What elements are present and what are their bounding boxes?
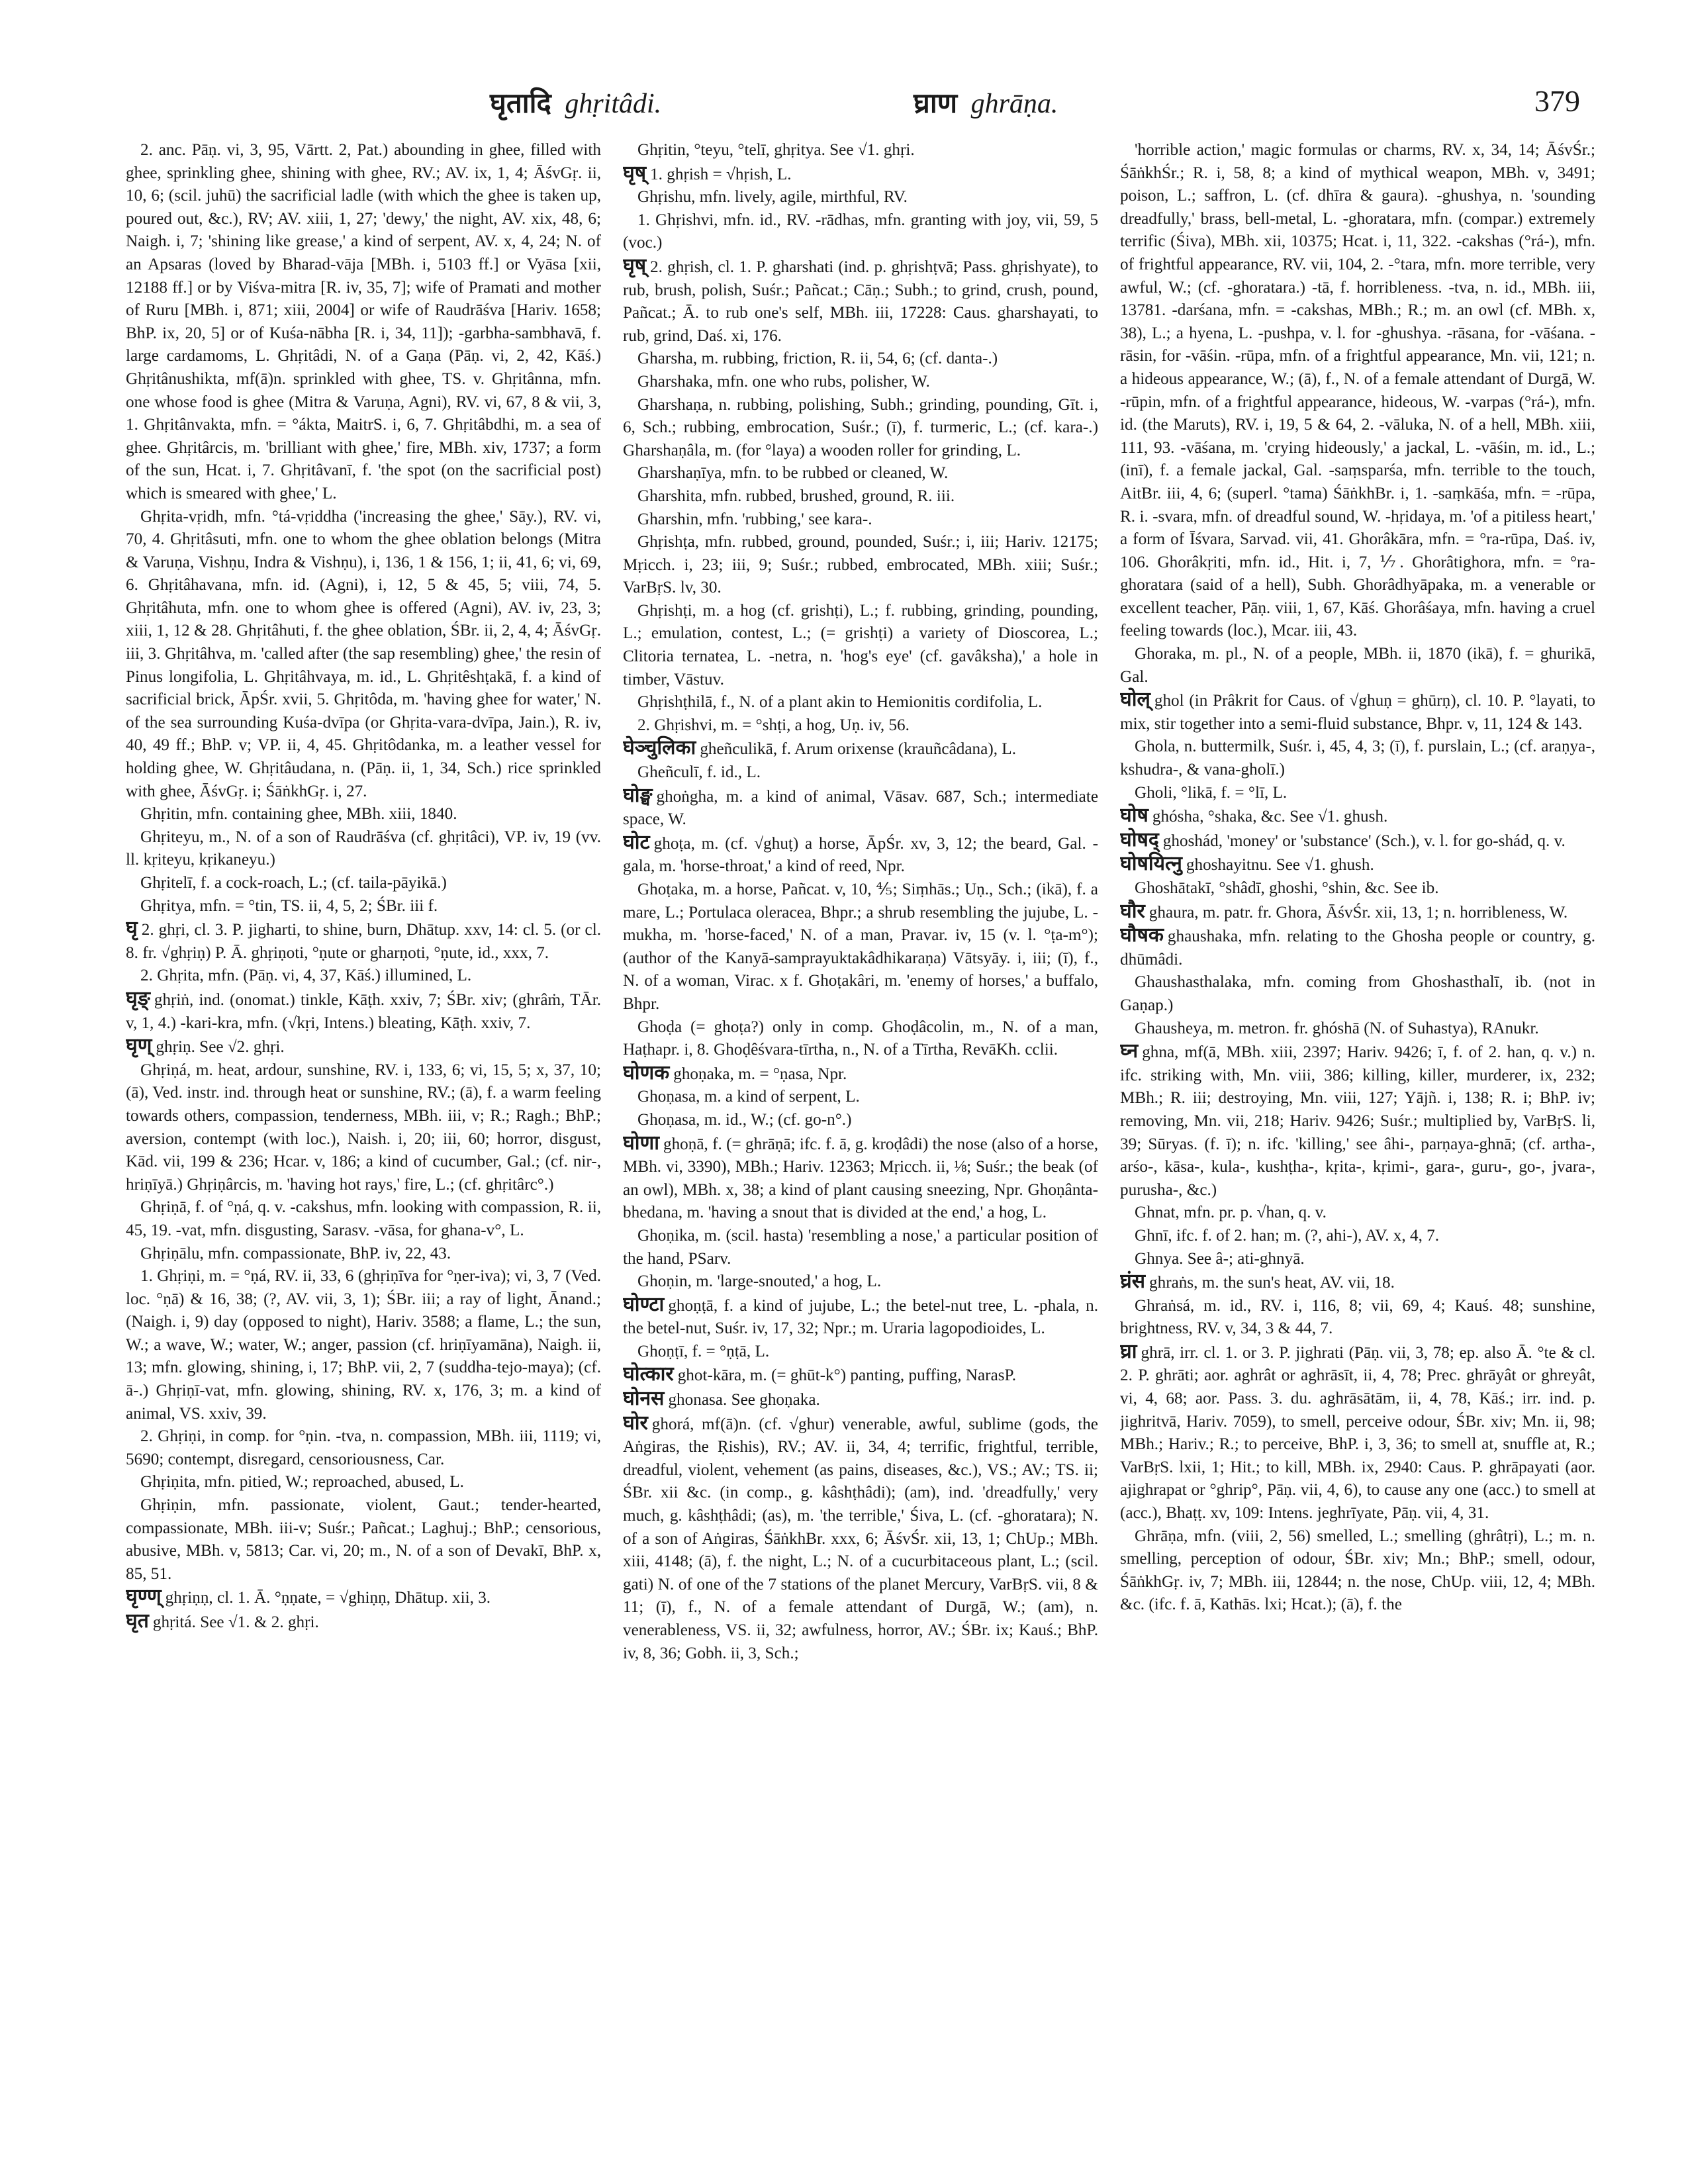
dictionary-entry — [1120, 877, 1595, 900]
entry-text: Gharshin, mfn. 'rubbing,' see kara-. — [637, 510, 872, 528]
entry-text: Ghṛitin, mfn. containing ghee, MBh. xiii, 1840. — [140, 805, 457, 824]
entry-devanagari-headword: घोर — [623, 1411, 648, 1434]
entry-text: ghoṇṭā, f. a kind of jujube, L.; the betel-nut tree, L. -phala, n. the betel-nut, Suśr. iv, 17, 32; Npr.; m. Uraria lagopodioides, L. — [623, 1296, 1098, 1338]
dictionary-entry — [126, 1265, 601, 1425]
dictionary-entry — [126, 1196, 601, 1242]
page-number: 379 — [1534, 84, 1580, 118]
entry-text: 2. Ghṛishvi, m. = °shṭi, a hog, Uṇ. iv, 56. — [637, 716, 910, 734]
entry-text: ghósha, °shaka, &c. See √1. ghush. — [1152, 808, 1388, 826]
entry-text: Ghṛitin, °teyu, °telī, ghṛitya. See √1. ghṛi. — [637, 141, 915, 159]
dictionary-entry — [623, 1294, 1098, 1341]
dictionary-entry — [1120, 782, 1595, 805]
entry-devanagari-headword: घोट — [623, 831, 650, 853]
entry-text: ghṛitá. See √1. & 2. ghṛi. — [152, 1613, 319, 1631]
entry-text: Ghnī, ifc. f. of 2. han; m. (?, ahi-), AV. x, 4, 7. — [1135, 1226, 1440, 1245]
dictionary-entry — [623, 1132, 1098, 1225]
entry-text: Ghṛiteyu, m., N. of a son of Raudrāśva (cf. ghṛitâci), VP. iv, 19 (vv. ll. kṛiteyu, kṛikaneyu.) — [126, 828, 601, 869]
dictionary-entry — [126, 1035, 601, 1059]
entry-text: Ghraṅsá, m. id., RV. i, 116, 8; vii, 69, 4; Kauś. 48; sunshine, brightness, RV. v, 34, 3 & 44, 7. — [1120, 1296, 1595, 1338]
dictionary-entry — [623, 784, 1098, 831]
dictionary-entry — [126, 826, 601, 872]
dictionary-entry — [1120, 139, 1595, 643]
entry-text: Ghola, n. buttermilk, Suśr. i, 45, 4, 3; (ī), f. purslain, L.; (cf. araṇya-, kshudra-, & vana-gholī.) — [1120, 737, 1595, 779]
dictionary-entry — [623, 761, 1098, 784]
dictionary-entry — [623, 878, 1098, 1016]
entry-text: 2. anc. Pāṇ. vi, 3, 95, Vārtt. 2, Pat.) abounding in ghee, filled with ghee, sprinkling ghee, shining with ghee, RV.; AV. ix, 1, 4; ĀśvGṛ. ii, 10, 6; (scil. juhū) the sacrificial ladle (with which the ghee is taken up, poured out, &c.), RV; AV. xiii, 1, 27; 'dewy,' the night, AV. xix, 48, 6; Naigh. i, 7; 'shining like grease,' a kind of serpent, AV. x, 4, 24; N. of an Apsaras (loved by Bharad-vāja [MBh. i, 5103 ff.] or Vyāsa [xii, 12188 ff.] or by Viśva-mitra [R. iv, 35, 7]; wife of Pramati and mother of Ruru [MBh. i, 871; xiii, 2004] or wife of Raudrāśva [Hariv. 1658; BhP. ix, 20, 5] or of Kuśa-nābha [R. i, 34, 11]); -garbha-sambhavā, f. large cardamoms, L. Ghṛitâdi, N. of a Gaṇa (Pāṇ. vi, 2, 42, Kāś.) Ghṛitânushikta, mf(ā)n. sprinkled with ghee, TS. v. Ghṛitânna, mfn. one whose food is ghee (Mitra & Varuṇa, Agni), RV. vi, 67, 8 & vii, 3, 1. Ghṛitânvakta, mfn. = °ákta, MaitrS. i, 6, 7. Ghṛitâbdhi, m. a sea of ghee. Ghṛitârcis, m. 'brilliant with ghee,' fire, MBh. xiv, 1737; a form of the sun, Hcat. i, 7. Ghṛitâvanī, f. 'the spot (on the sacrificial post) which is smeared with ghee,' L. — [126, 141, 601, 502]
entry-text: ghot-kāra, m. (= ghūt-k°) panting, puffing, NarasP. — [677, 1366, 1017, 1385]
entry-devanagari-headword: घ्न — [1120, 1040, 1139, 1063]
header-center-devanagari: घ्राण — [913, 89, 958, 119]
dictionary-entry — [623, 348, 1098, 371]
entry-text: Ghoraka, m. pl., N. of a people, MBh. ii, 1870 (ikā), f. = ghurikā, Gal. — [1120, 645, 1595, 686]
entry-text: ghoṭa, m. (cf. √ghuṭ) a horse, ĀpŚr. xv, 3, 12; the beard, Gal. -gala, m. 'horse-throat,' a kind of reed, Npr. — [623, 834, 1098, 876]
entry-devanagari-headword: घोणा — [623, 1131, 659, 1154]
dictionary-entry — [1120, 1341, 1595, 1525]
entry-devanagari-headword: घ्रा — [1120, 1340, 1137, 1362]
entry-devanagari-headword: घोणक — [623, 1061, 670, 1084]
entry-text: Ghrāṇa, mfn. (viii, 2, 56) smelled, L.; smelling (ghrâtṛi), L.; m. n. smelling, perception of odour, ŚBr. xiv; Mn.; BhP.; smell, odour, ŚāṅkhGṛ. iv, 7; MBh. iii, 12844; n. the nose, ChUp. viii, 12, 4; MBh. &c. (ifc. f. ā, Kathās. lxi; Hcat.); (ā), f. the — [1120, 1527, 1595, 1614]
dictionary-entry — [1120, 1225, 1595, 1248]
entry-text: Ghoṇasa, m. id., W.; (cf. go-n°.) — [637, 1110, 852, 1129]
entry-devanagari-headword: घोनस — [623, 1388, 665, 1410]
dictionary-entry — [623, 462, 1098, 485]
dictionary-columns — [126, 139, 1595, 2152]
entry-devanagari-headword: घृ — [126, 918, 138, 940]
entry-text: Gheñculī, f. id., L. — [637, 763, 761, 782]
dictionary-entry — [623, 531, 1098, 600]
entry-text: Ghoṇasa, m. a kind of serpent, L. — [637, 1088, 860, 1106]
dictionary-entry — [623, 714, 1098, 737]
entry-devanagari-headword: घृष् — [623, 162, 647, 184]
dictionary-entry — [126, 918, 601, 965]
dictionary-entry — [1120, 900, 1595, 925]
dictionary-entry — [1120, 829, 1595, 853]
dictionary-entry — [623, 737, 1098, 761]
dictionary-entry — [126, 895, 601, 918]
entry-text: Gharshaṇa, n. rubbing, polishing, Subh.; grinding, pounding, Gīt. i, 6, Sch.; rubbing, embrocation, Suśr.; (ī), f. turmeric, L.; (cf. kara-.) Gharshaṇâla, m. (for °laya) a wooden roller for grinding, L. — [623, 395, 1098, 459]
entry-text: ghṛiṅ, ind. (onomat.) tinkle, Kāṭh. xxiv, 7; ŚBr. xiv; (ghrâṁ, TĀr. v, 1, 4.) -kari-kra, mfn. (√kṛi, Intens.) bleating, Kāṭh. xxiv, 7. — [126, 990, 601, 1032]
entry-text: 'horrible action,' magic formulas or charms, RV. x, 34, 14; ĀśvŚr.; ŚāṅkhŚr.; R. i, 58, 8; a kind of mythical weapon, MBh. v, 3491; poison, L.; saffron, L. (cf. dhīra & gaura). -ghushya, n. 'sounding dreadfully,' brass, bell-metal, L. -ghoratara, mfn. (compar.) extremely terrific (Śiva), MBh. xii, 10375; Hcat. i, 11, 322. -cakshas (°rá-), mfn. of frightful appearance, RV. vii, 104, 2. -°tara, mfn. more terrible, very awful, W.; (cf. -ghoratara.) -tā, f. horribleness. -tva, n. id., MBh. iii, 13781. -darśana, mfn. = -cakshas, MBh.; R.; m. an owl (cf. MBh. x, 38), L.; a hyena, L. -pushpa, v. l. for -ghushya. -rāsana, for -vāśana. -rāsin, for -vāśin. -rūpa, mfn. of a frightful appearance, Mn. vii, 121; n. a hideous appearance, W.; (ā), f., N. of a female attendant of Durgā, W. -rūpin, mfn. of a frightful appearance, hideous, W. -varpas (°rá-), mfn. id. (the Maruts), RV. i, 19, 5 & 64, 2. -vāluka, N. of a hell, MBh. xiii, 111, 93. -vāśana, m. 'crying hideously,' a jackal, L. -vāśin, m. id., L.; (inī), f. a female jackal, Gal. -saṃsparśa, mfn. terrible to the touch, AitBr. iii, 4, 6; (superl. °tama) ŚāṅkhBr. i, 1. -saṃkāśa, mfn. = -rūpa, R. i. -svara, mfn. of dreadful sound, W. -hṛidaya, m. 'of a pitiless heart,' a form of Īśvara, Sarvad. vii, 41. Ghorâkāra, mfn. = °ra-rūpa, Daś. iv, 106. Ghorâkṛiti, mfn. id., Hit. i, 7, ⅐. Ghorâtighora, mfn. = °ra-ghoratara (said of a hell), Subh. Ghorâdhyāpaka, m. a venerable or excellent teacher, Pāṇ. viii, 1, 67, Kāś. Ghorâśaya, mfn. having a cruel feeling towards (loc.), Mcar. iii, 43. — [1120, 141, 1595, 640]
dictionary-entry — [126, 1610, 601, 1635]
header-right-headword — [913, 83, 1058, 121]
dictionary-entry — [1120, 1202, 1595, 1225]
entry-text: 1. Ghṛishvi, mfn. id., RV. -rādhas, mfn. granting with joy, vii, 59, 5 (voc.) — [623, 211, 1098, 252]
dictionary-entry — [126, 988, 601, 1035]
entry-text: Ghaushasthalaka, mfn. coming from Ghoshasthalī, ib. (not in Gaṇap.) — [1120, 973, 1595, 1014]
entry-text: Ghṛiṇá, m. heat, ardour, sunshine, RV. i, 133, 6; vi, 15, 5; x, 37, 10; (ā), Ved. instr. ind. through heat or sunshine, RV.; (ā), f. a warm feeling towards others, compassion, tenderness, MBh. iii, v; R.; Ragh.; BhP.; aversion, contempt (with loc.), Naish. i, 20; iii, 60; horror, disgust, Kād. vii, 199 & 236; Hcar. v, 186; a kind of cucumber, Gal.; (cf. nir-, hriṇīyā.) Ghṛiṇârcis, m. 'having hot rays,' fire, L.; (cf. ghṛitârc°.) — [126, 1061, 601, 1194]
entry-text: ghoshád, 'money' or 'substance' (Sch.), v. l. for go-shád, q. v. — [1162, 831, 1566, 850]
entry-text: Ghoḍa (= ghoṭa?) only in comp. Ghoḍâcolin, m., N. of a man, Haṭhapr. i, 8. Ghoḍêśvara-tīrtha, n., N. of a Tīrtha, RevāKh. cclii. — [623, 1018, 1098, 1059]
entry-text: 2. ghṛish, cl. 1. P. gharshati (ind. p. ghṛishṭvā; Pass. ghṛishyate), to rub, brush, polish, Suśr.; Pañcat.; Cāṇ.; Subh.; to grind, crush, pound, Pañcat.; Ā. to rub one's self, MBh. iii, 17228: Caus. gharshayati, to rub, grind, Daś. xi, 176. — [623, 258, 1098, 345]
column-right — [1120, 139, 1595, 2152]
dictionary-entry — [126, 803, 601, 826]
dictionary-entry — [126, 139, 601, 506]
dictionary-entry — [623, 1109, 1098, 1132]
entry-text: Ghoshātakī, °shâdī, ghoshi, °shin, &c. See ib. — [1135, 879, 1439, 897]
dictionary-entry — [1120, 1295, 1595, 1341]
column-left — [126, 139, 601, 2152]
entry-text: Ghṛiṇā, f. of °ṇá, q. v. -cakshus, mfn. looking with compassion, R. ii, 45, 19. -vat, mfn. disgusting, Sarasv. -vāsa, for ghana-v°, L. — [126, 1198, 601, 1239]
dictionary-entry — [1120, 688, 1595, 736]
dictionary-entry — [623, 1412, 1098, 1666]
entry-text: ghaushaka, mfn. relating to the Ghosha people or country, g. dhūmâdi. — [1120, 927, 1595, 969]
dictionary-entry — [623, 186, 1098, 209]
dictionary-entry — [126, 1471, 601, 1494]
entry-text: Ghṛishu, mfn. lively, agile, mirthful, RV. — [637, 188, 908, 207]
entry-text: Ghnya. See â-; ati-ghnyā. — [1135, 1249, 1305, 1268]
dictionary-entry — [623, 139, 1098, 162]
dictionary-entry — [623, 1270, 1098, 1294]
entry-text: Ghṛishṭi, m. a hog (cf. grishṭi), L.; f. rubbing, grinding, pounding, L.; emulation, contest, L.; (= grishṭi) a variety of Dioscorea, L.; Clitoria ternatea, L. -netra, n. 'hog's eye' (cf. gavâksha),' a hole in timber, Vāstuv. — [623, 601, 1098, 688]
entry-text: 1. Ghṛiṇi, m. = °ṇá, RV. ii, 33, 6 (ghṛiṇīva for °ṇer-iva); vi, 3, 7 (Ved. loc. °ṇā) & 16, 38; (?, AV. vii, 3, 1); ŚBr. iii; a ray of light, Ānand.; (Naigh. i, 9) day (opposed to night), Hariv. 3588; a flame, L.; the sun, W.; a wave, W.; water, W.; anger, passion (cf. hriṇīyamāna), Naigh. ii, 13; mfn. glowing, shining, i, 17; BhP. vii, 2, 7 (suddha-tejo-maya); (cf. ā-.) Ghṛiṇī-vat, mfn. glowing, shining, RV. x, 176, 3; m. a kind of animal, VS. xxiv, 39. — [126, 1267, 601, 1423]
entry-text: ghrā, irr. cl. 1. or 3. P. jighrati (Pāṇ. vii, 3, 78; ep. also Ā. °te & cl. 2. P. ghrāti; aor. aghrât or aghrāsīt, ii, 4, 78; Prec. ghrāyât or ghreyât, vi, 4, 68; aor. Pass. 3. du. aghrāsātām, ii, 4, 78, Kāś.; irr. ind. p. jighritvā, Hariv. 7059), to smell, perceive odour, ŚBr. xiv; Mn. ii, 98; MBh.; Hariv.; R.; to perceive, BhP. i, 3, 36; to smell at, snuffle at, R.; VarBṛS. lxii, 1; Hit.; to kill, MBh. ix, 2940: Caus. P. ghrāpayati (aor. ajighrapat or °ghrip°, Pāṇ. vii, 4, 6), to cause any one (acc.) to smell at (acc.), Bhaṭṭ. xv, 109: Intens. jeghrīyate, Pāṇ. vii, 4, 31. — [1120, 1343, 1595, 1523]
dictionary-entry — [1120, 1270, 1595, 1295]
entry-text: Ghnat, mfn. pr. p. √han, q. v. — [1135, 1204, 1327, 1222]
entry-text: 2. Ghṛiṇi, in comp. for °ṇin. -tva, n. compassion, MBh. iii, 1119; vi, 5690; contempt, disregard, censoriousness, Car. — [126, 1427, 601, 1468]
dictionary-entry — [1120, 853, 1595, 877]
entry-text: ghna, mf(ā, MBh. xiii, 2397; Hariv. 9426; ī, f. of 2. han, q. v.) n. ifc. striking with, Mn. viii, 386; killing, killer, murderer, ix, 232; MBh.; R. iii; destroying, Mn. viii, 127; Yājñ. i, 138; R. i; BhP. iv; removing, Mn. vii, 218; Hariv. 9426; Suśr.; multiplied by, VarBṛS. li, 39; Sūryas. (f. ī); n. ifc. 'killing,' see âhi-, parṇaya-ghnā; (cf. artha-, arśo-, kāsa-, kula-, kushṭha-, kṛita-, kṛimi-, gara-, guru-, go-, jvara-, purusha-, &c.) — [1120, 1043, 1595, 1199]
entry-text: 1. ghṛish = √hṛish, L. — [650, 165, 792, 183]
dictionary-entry — [1120, 924, 1595, 971]
dictionary-entry — [623, 1086, 1098, 1109]
dictionary-entry — [1120, 736, 1595, 781]
entry-devanagari-headword: घृत — [126, 1610, 149, 1632]
dictionary-entry — [1120, 643, 1595, 688]
entry-text: Ghoṇṭī, f. = °ṇṭā, L. — [637, 1342, 770, 1360]
entry-text: 2. Ghṛita, mfn. (Pāṇ. vi, 4, 37, Kāś.) illumined, L. — [140, 967, 472, 985]
dictionary-entry — [1120, 1040, 1595, 1202]
dictionary-entry — [1120, 804, 1595, 829]
entry-text: Ghausheya, m. metron. fr. ghóshā (N. of Suhastya), RAnukr. — [1135, 1019, 1539, 1037]
entry-text: Ghṛiṇita, mfn. pitied, W.; reproached, abused, L. — [140, 1473, 464, 1492]
dictionary-entry — [1120, 1248, 1595, 1271]
dictionary-entry — [623, 394, 1098, 463]
entry-text: Gharsha, m. rubbing, friction, R. ii, 54, 6; (cf. danta-.) — [637, 350, 998, 368]
dictionary-entry — [623, 1225, 1098, 1270]
entry-text: ghonasa. See ghoṇaka. — [668, 1391, 820, 1409]
entry-devanagari-headword: घेञ्चुलिका — [623, 737, 696, 759]
entry-text: Ghoṇin, m. 'large-snouted,' a hog, L. — [637, 1272, 882, 1291]
entry-text: Ghṛiṇin, mfn. passionate, violent, Gaut.; tender-hearted, compassionate, MBh. iii-v; Suśr.; Pañcat.; Laghuj.; BhP.; censorious, abusive, MBh. v, 5813; Car. vi, 20; m., N. of a son of Devakī, BhP. x, 85, 51. — [126, 1496, 601, 1583]
entry-devanagari-headword: घोङ्घ — [623, 784, 653, 806]
entry-text: Ghṛitelī, f. a cock-roach, L.; (cf. taila-pāyikā.) — [140, 874, 447, 892]
dictionary-entry — [1120, 1525, 1595, 1617]
dictionary-entry — [623, 371, 1098, 394]
dictionary-entry — [623, 1363, 1098, 1388]
entry-text: 2. ghṛi, cl. 3. P. jigharti, to shine, burn, Dhātup. xxv, 14: cl. 5. (or cl. 8. fr. √ghṛiṇ) P. Ā. ghṛiṇoti, °ṇute or gharṇoti, °ṇute, id., xxx, 7. — [126, 921, 601, 962]
dictionary-entry — [623, 600, 1098, 691]
dictionary-entry — [623, 1388, 1098, 1412]
entry-text: Ghoṇika, m. (scil. hasta) 'resembling a nose,' a particular position of the hand, PSarv. — [623, 1226, 1098, 1268]
entry-text: Gharshaka, mfn. one who rubs, polisher, W. — [637, 372, 930, 391]
entry-devanagari-headword: घृङ् — [126, 987, 150, 1010]
dictionary-entry — [126, 1059, 601, 1197]
entry-text: Gholi, °likā, f. = °lī, L. — [1135, 783, 1288, 802]
entry-text: ghraṅs, m. the sun's heat, AV. vii, 18. — [1149, 1274, 1395, 1292]
header-center-roman: ghrāṇa. — [970, 89, 1058, 119]
column-middle — [623, 139, 1098, 2152]
entry-devanagari-headword: घोष — [1120, 804, 1148, 827]
dictionary-entry — [623, 255, 1098, 348]
entry-text: Gharshita, mfn. rubbed, brushed, ground, R. iii. — [637, 487, 955, 505]
entry-text: Ghṛiṇālu, mfn. compassionate, BhP. iv, 22, 43. — [140, 1244, 451, 1262]
entry-text: ghṛiṇṇ, cl. 1. Ā. °ṇṇate, = √ghiṇṇ, Dhātup. xii, 3. — [165, 1589, 491, 1607]
entry-text: ghoṅgha, m. a kind of animal, Vāsav. 687, Sch.; intermediate space, W. — [623, 787, 1098, 829]
entry-text: Ghoṭaka, m. a horse, Pañcat. v, 10, ⅘; Siṃhās.; Uṇ., Sch.; (ikā), f. a mare, L.; Portulaca oleracea, Bhpr.; a shrub resembling the jujube, L. -mukha, m. 'horse-faced,' N. of a man, Pravar. iv, 15 (v. l. °ṭa-m°); (author of the Kanyā-samprayuktakâdhikaraṇa) Vātsyāy. i, iii; (ī), f., N. of a woman, Virac. x f. Ghoṭakâri, m. 'enemy of horses,' a buffalo, Bhpr. — [623, 880, 1098, 1013]
dictionary-entry — [623, 162, 1098, 187]
entry-text: ghoṇā, f. (= ghrāṇā; ifc. f. ā, g. kroḍâdi) the nose (also of a horse, MBh. vi, 3390), MBh.; Hariv. 12363; Mṛicch. ii, ⅛; Suśr.; the beak (of an owl), MBh. x, 38; a kind of plant causing sneezing, Npr. Ghoṇânta-bhedana, m. 'having a snout that is divided at the end,' a hog, L. — [623, 1135, 1098, 1222]
dictionary-entry — [126, 1243, 601, 1266]
entry-text: ghoṇaka, m. = °ṇasa, Npr. — [673, 1065, 847, 1083]
entry-text: ghol (in Prâkrit for Caus. of √ghuṇ = ghūrṇ), cl. 10. P. °layati, to mix, stir together into a semi-fluid substance, Bhpr. v, 11, 124 & 143. — [1120, 692, 1595, 733]
page-header — [119, 78, 1587, 118]
entry-devanagari-headword: घ्रंस — [1120, 1270, 1146, 1293]
dictionary-entry — [623, 1062, 1098, 1086]
entry-devanagari-headword: घृण् — [126, 1035, 152, 1057]
entry-devanagari-headword: घोल् — [1120, 688, 1150, 711]
entry-text: ghoshayitnu. See √1. ghush. — [1186, 856, 1374, 875]
entry-text: Ghṛishṭa, mfn. rubbed, ground, pounded, Suśr.; i, iii; Hariv. 12175; Mṛicch. i, 23; iii, 9; Suśr.; rubbed, embrocated, MBh. xiii; Suśr.; VarBṛS. lv, 30. — [623, 533, 1098, 597]
entry-text: gheñculikā, f. Arum orixense (krauñcâdana), L. — [700, 740, 1016, 759]
entry-devanagari-headword: घौर — [1120, 900, 1145, 922]
entry-text: ghaura, m. patr. fr. Ghora, ĀśvŚr. xii, 13, 1; n. horribleness, W. — [1148, 903, 1568, 922]
dictionary-entry — [126, 1586, 601, 1610]
entry-text: Ghṛita-vṛidh, mfn. °tá-vṛiddha ('increasing the ghee,' Sāy.), RV. vi, 70, 4. Ghṛitâsuti, mfn. one to whom the ghee oblation belongs (Mitra & Varuṇa, Vishṇu, Indra & Vishṇu), i, 136, 1 & 156, 1; ii, 41, 6; vi, 69, 6. Ghṛitâhavana, mfn. id. (Agni), i, 12, 5 & 45, 5; viii, 74, 5. Ghṛitâhuta, mfn. one to whom ghee is offered (Agni), AV. iv, 23, 3; xiii, 1, 12 & 28. Ghṛitâhuti, f. the ghee oblation, ŚBr. ii, 2, 4, 4; ĀśvGṛ. iii, 3. Ghṛitâhva, m. 'called after (the sap resembling) ghee,' the resin of Pinus longifolia, L. Ghṛitâhvaya, m. id., L. Ghṛitêshṭakā, f. a kind of sacrificial brick, ĀpŚr. xvii, 5. Ghṛitôda, m. 'having ghee for water,' N. of the sea surrounding Kuśa-dvīpa (or Ghṛita-vara-dvīpa, Jain.), R. iv, 40, 49 ff.; BhP. v; VP. ii, 4, 45. Ghṛitôdanka, m. a leather vessel for holding ghee, W. Ghṛitâudana, n. (Pāṇ. ii, 1, 34, Sch.) rice sprinkled with ghee, ĀśvGṛ. i; ŚāṅkhGṛ. i, 27. — [126, 507, 601, 800]
dictionary-entry — [623, 209, 1098, 255]
dictionary-entry — [623, 1016, 1098, 1062]
dictionary-entry — [126, 1494, 601, 1586]
dictionary-entry — [126, 1425, 601, 1471]
entry-devanagari-headword: घोषयित्नु — [1120, 853, 1182, 875]
entry-devanagari-headword: घृष् — [623, 254, 647, 277]
entry-text: ghṛiṇ. See √2. ghṛi. — [156, 1038, 285, 1057]
dictionary-entry — [126, 965, 601, 988]
entry-text: Ghṛitya, mfn. = °tin, TS. ii, 4, 5, 2; ŚBr. iii f. — [140, 896, 438, 915]
dictionary-entry — [623, 831, 1098, 878]
entry-text: ghorá, mf(ā)n. (cf. √ghur) venerable, awful, sublime (gods, the Aṅgiras, the Ṛishis), RV.; AV. ii, 34, 4; terrific, frightful, terrible, dreadful, violent, vehement (as pains, diseases, &c.), VS.; AV.; TS. ii; ŚBr. xii &c. (in comp., g. kâshṭhâdi); (am), ind. 'dreadfully,' very much, g. kâshṭhâdi; (as), m. 'the terrible,' Śiva, L. (cf. -ghoratara); N. of a son of Aṅgiras, ŚāṅkhBr. xxx, 6; ĀśvŚr. xii, 13, 1; ChUp.; MBh. xiii, 4148; (ā), f. the night, L.; N. of a cucurbitaceous plant, L.; (scil. gati) N. of one of the 7 stations of the planet Mercury, VarBṛS. vii, 8 & 11; (ī), f., N. of a female attendant of Durgā, W.; (am), n. venerableness, VS. ii, 32; awfulness, horror, AV.; ŚBr. ix; Kauś.; BhP. iv, 8, 36; Gobh. ii, 3, Sch.; — [623, 1415, 1098, 1662]
header-left-devanagari: घृतादि — [490, 89, 551, 119]
dictionary-entry — [1120, 971, 1595, 1017]
dictionary-entry — [126, 506, 601, 804]
dictionary-entry — [126, 872, 601, 895]
dictionary-entry — [1120, 1018, 1595, 1041]
header-left-roman: ghṛitâdi. — [565, 89, 662, 119]
entry-devanagari-headword: घोत्कार — [623, 1363, 674, 1386]
entry-devanagari-headword: घोषद् — [1120, 828, 1159, 851]
header-left-headword — [490, 83, 661, 121]
entry-devanagari-headword: घोण्टा — [623, 1293, 665, 1315]
entry-devanagari-headword: घृण्ण् — [126, 1586, 162, 1608]
dictionary-entry — [623, 485, 1098, 508]
dictionary-entry — [623, 1341, 1098, 1364]
entry-text: Ghṛishṭhilā, f., N. of a plant akin to Hemionitis cordifolia, L. — [637, 693, 1043, 712]
entry-devanagari-headword: घौषक — [1120, 924, 1164, 947]
entry-text: Gharshaṇīya, mfn. to be rubbed or cleaned, W. — [637, 464, 949, 483]
dictionary-entry — [623, 691, 1098, 714]
dictionary-entry — [623, 508, 1098, 532]
